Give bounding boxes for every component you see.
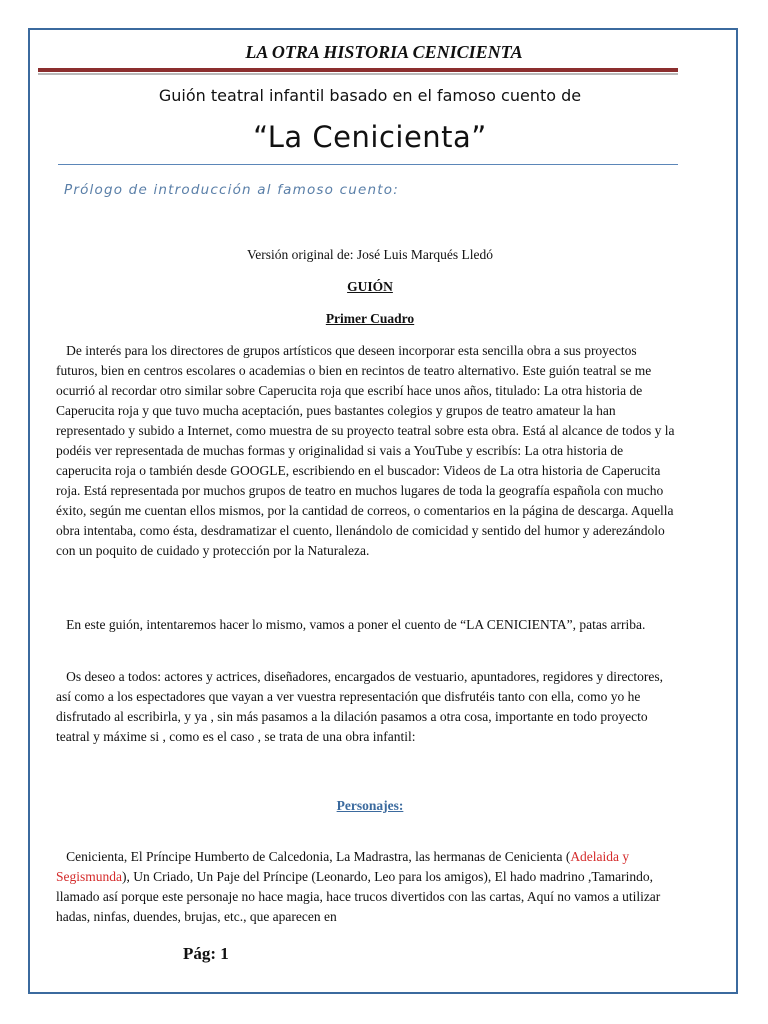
page-number: Pág: 1 xyxy=(183,944,229,963)
document-title: “La Cenicienta” xyxy=(253,120,487,154)
title-divider xyxy=(58,164,678,165)
document-subtitle: Guión teatral infantil basado en el famoso cuento de xyxy=(158,86,582,105)
characters-text-after: ), Un Criado, Un Paje del Príncipe (Leonardo, Leo para los amigos), El hado madrino ,Tamarindo, llamado así porque este personaje no hace magia, hace trucos divertidos con las cartas, Aquí no vamos a utilizar hadas, ninfas, duendes, brujas, etc., que aparecen en xyxy=(56,869,661,924)
section-heading: GUIÓN xyxy=(347,279,393,294)
paragraph-wishes-text: Os deseo a todos: actores y actrices, diseñadores, encargados de vestuario, apuntadores, regidores y directores, así como a los espectadores que vayan a ver vuestra representación que disfrutéis tanto con ella, como yo he disfrutado al escribirla, y ya , sin más pasamos a la dilación pasamos a otra cosa, importante en todo proyecto teatral y máxime si , como es el caso , se trata de una obra infantil: xyxy=(56,669,664,744)
version-credit: Versión original de: José Luis Marqués Lledó xyxy=(247,247,493,262)
characters-text-before: Cenicienta, El Príncipe Humberto de Calcedonia, La Madrastra, las hermanas de Cenicienta ( xyxy=(66,849,571,864)
prologue-heading: Prólogo de introducción al famoso cuento: xyxy=(64,182,399,198)
paragraph-purpose-text: En este guión, intentaremos hacer lo mismo, vamos a poner el cuento de “LA CENICIENTA”, patas arriba. xyxy=(66,617,646,632)
subsection-heading: Primer Cuadro xyxy=(325,311,415,326)
sisters-names: Adelaida y Segismunda xyxy=(56,849,630,884)
characters-list xyxy=(56,847,676,927)
paragraph-purpose xyxy=(56,615,676,635)
paragraph-intro xyxy=(56,341,676,561)
characters-heading: Personajes: xyxy=(336,798,404,813)
header-rule-shadow xyxy=(38,73,678,75)
paragraph-intro-text: De interés para los directores de grupos artísticos que deseen incorporar esta sencilla obra a sus proyectos futuros, bien en centros escolares o academias o bien en recintos de teatro alternativo. Este guión teatral se me ocurrió al recordar otro similar sobre Caperucita roja que escribí hace unos años, titulado: La otra historia de Caperucita roja y que tuvo mucha aceptación, pues bastantes colegios y grupos de teatro amateur la han representado y subido a Internet, como muestra de su proyecto teatral sobre esta obra. Está al alcance de todos y la podéis ver representada de muchas formas y originalidad si vais a YouTube y escribís: La otra historia de caperucita roja o también desde GOOGLE, escribiendo en el buscador: Videos de La otra historia de Caperucita roja. Está representada por muchos grupos de teatro en muchos lugares de toda la geografía española con mucho éxito, según me cuentan ellos mismos, por la cantidad de correos, o comentarios en la página de descarga. Aquella obra intentaba, como ésta, desdramatizar el cuento, llenándolo de comicidad y sentido del humor y aderezándolo con un poquito de cuidado y protección por la Naturaleza. xyxy=(56,343,675,558)
header-rule xyxy=(38,68,678,72)
paragraph-wishes xyxy=(56,667,676,747)
header-title: LA OTRA HISTORIA CENICIENTA xyxy=(245,42,523,62)
